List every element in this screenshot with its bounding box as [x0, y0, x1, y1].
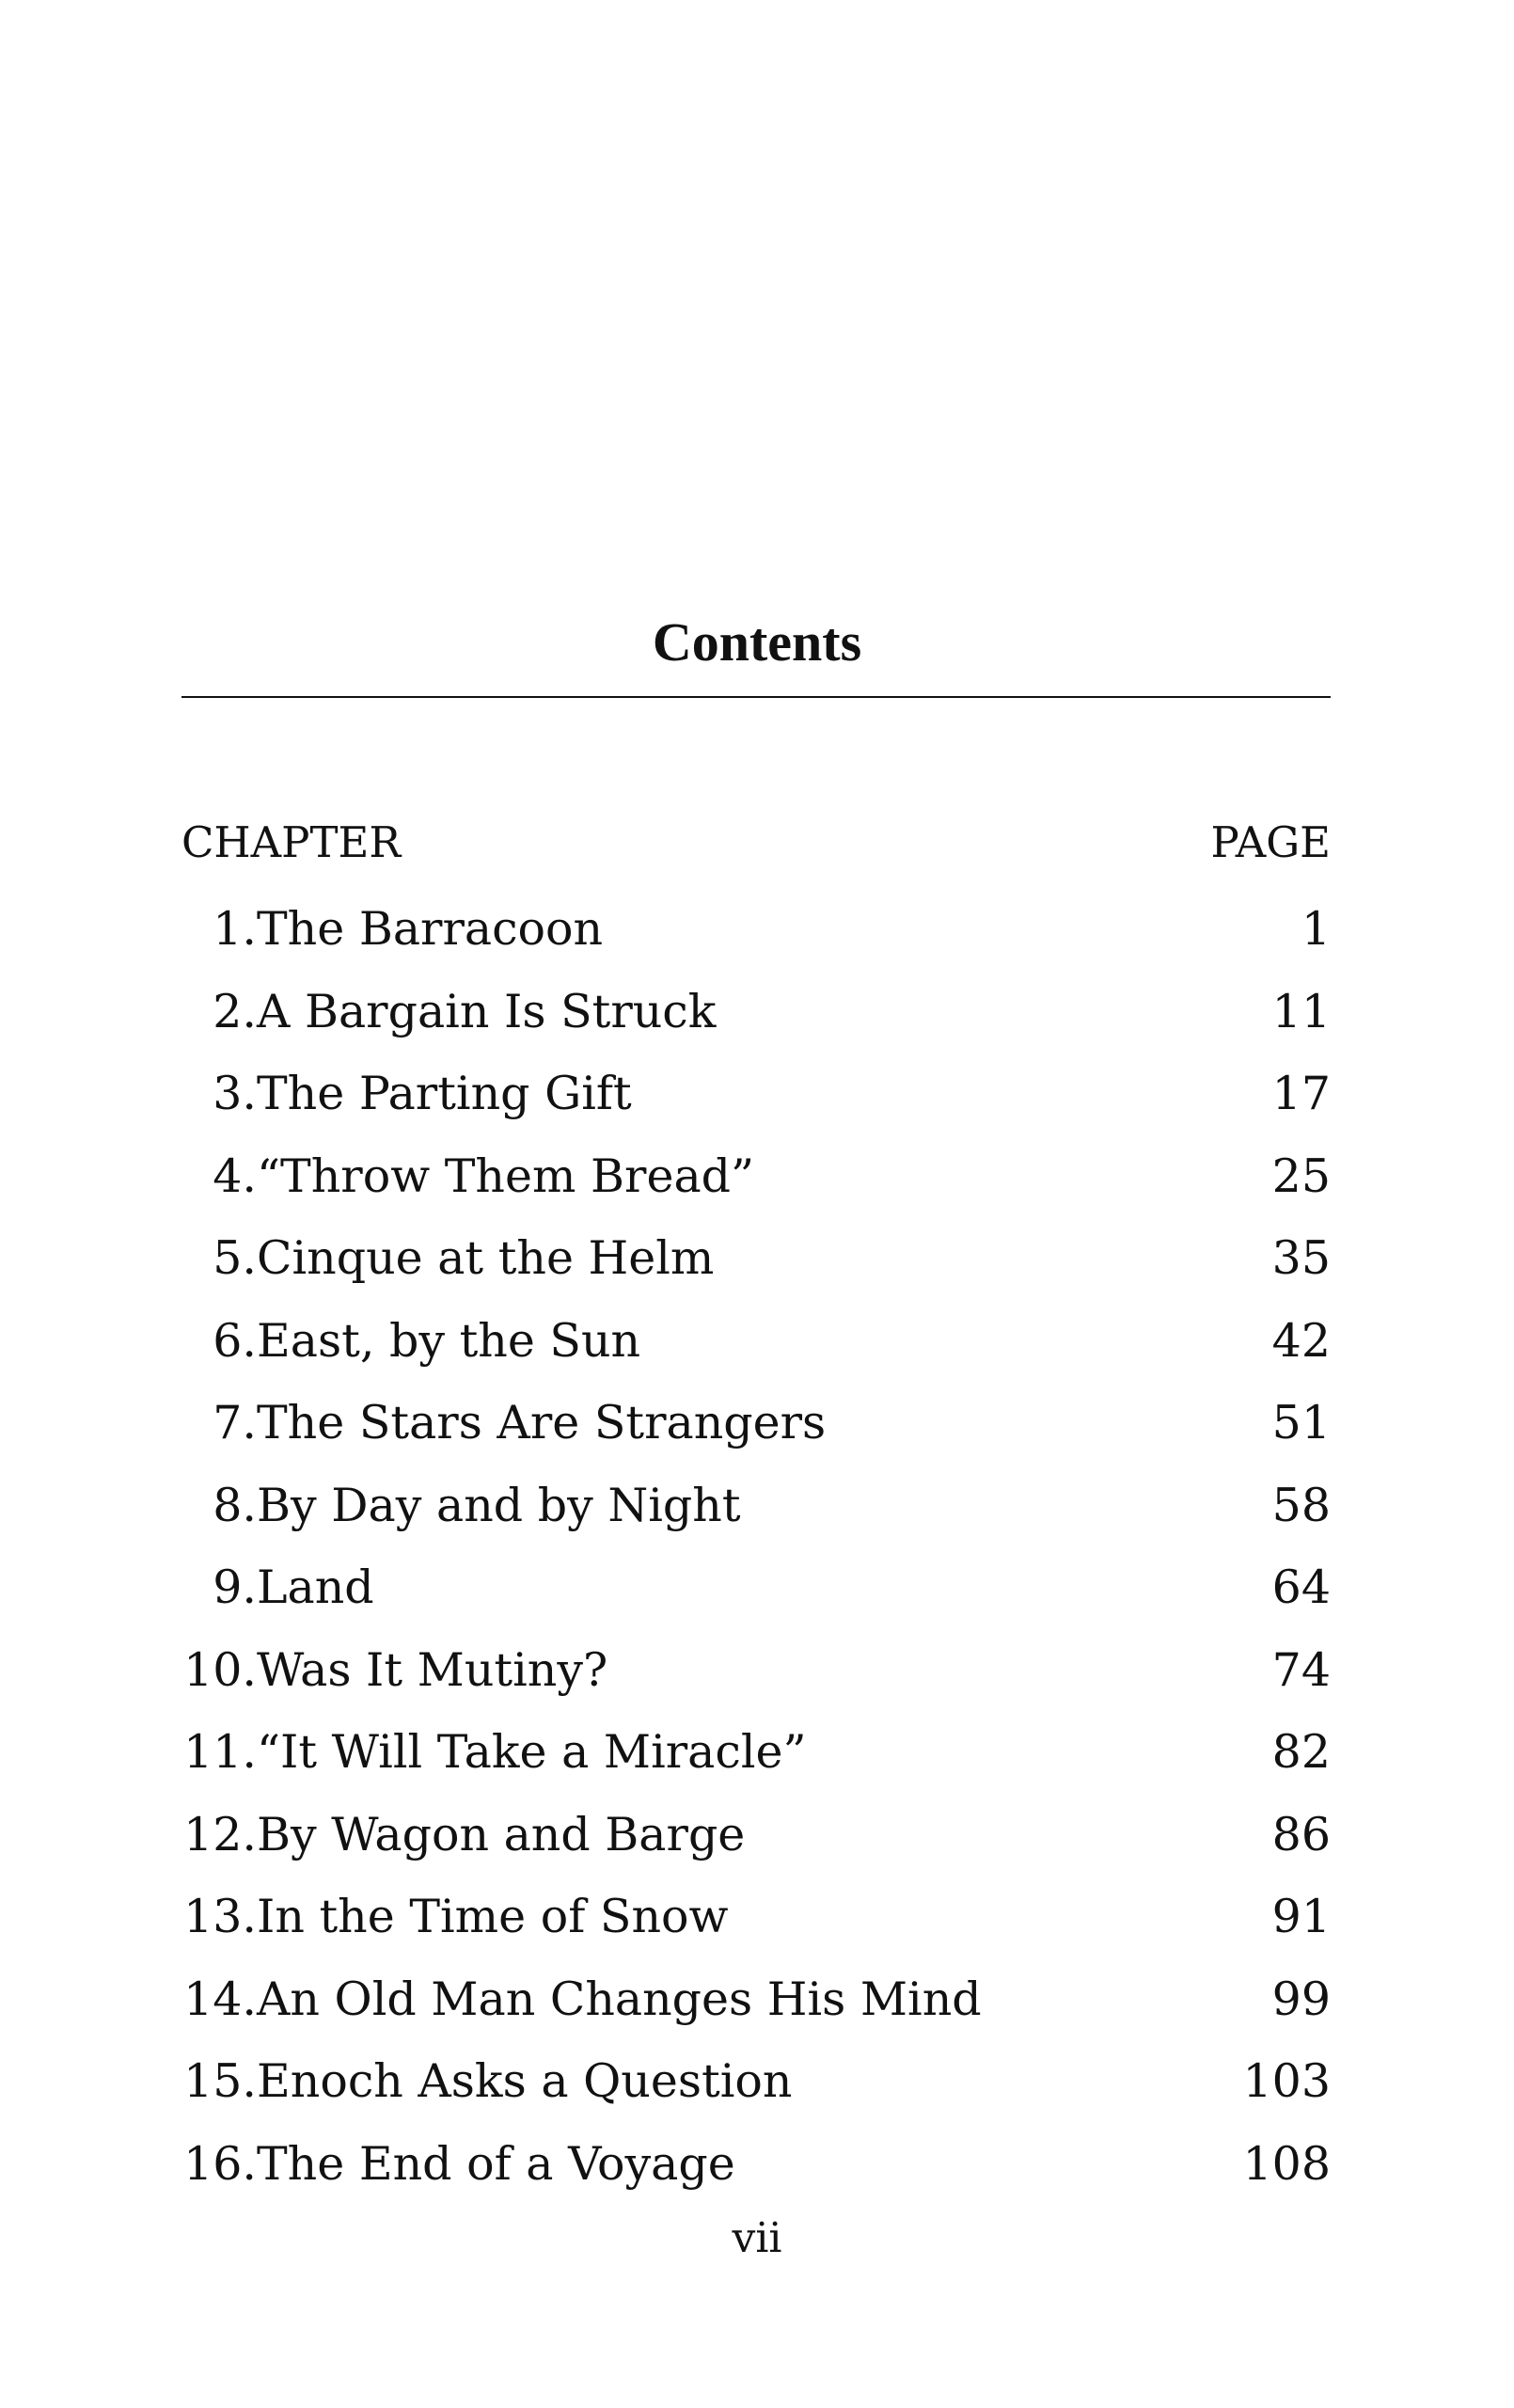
toc-entry [181, 1809, 1331, 1892]
chapter-title: The Parting Gift [257, 1067, 632, 1120]
chapter-number: 4. [213, 1149, 257, 1203]
page-number: 108 [1242, 2136, 1331, 2191]
page-number: 35 [1271, 1231, 1331, 1285]
chapter-title: Enoch Asks a Question [257, 2054, 793, 2108]
chapter-number: 1. [213, 902, 257, 956]
chapter-title: An Old Man Changes His Mind [257, 1972, 982, 2026]
chapter-title: By Day and by Night [257, 1478, 741, 1532]
page-number: 64 [1271, 1560, 1331, 1614]
page-number: 58 [1271, 1478, 1331, 1532]
chapter-number: 5. [213, 1231, 257, 1285]
title-rule [181, 696, 1331, 698]
page-title: Contents [652, 611, 862, 673]
toc-entry [181, 903, 1331, 986]
chapter-number: 7. [213, 1396, 257, 1450]
toc-entry [181, 2138, 1331, 2221]
page-number: 17 [1271, 1067, 1331, 1120]
toc-entry [181, 1891, 1331, 1973]
chapter-number: 2. [213, 984, 257, 1038]
page-column-label: PAGE [1210, 817, 1331, 867]
chapter-column-label: CHAPTER [181, 817, 402, 867]
chapter-number: 3. [213, 1067, 257, 1120]
toc-entry [181, 1644, 1331, 1727]
chapter-number: 8. [213, 1478, 257, 1532]
page-number: 86 [1271, 1807, 1331, 1861]
chapter-number: 10. [183, 1642, 257, 1697]
page-number: 74 [1271, 1642, 1331, 1697]
chapter-title: East, by the Sun [257, 1313, 641, 1368]
chapter-title: “It Will Take a Miracle” [257, 1725, 807, 1779]
page-number: 99 [1271, 1972, 1331, 2026]
chapter-title: The Barracoon [257, 902, 604, 956]
chapter-title: The End of a Voyage [257, 2136, 735, 2191]
toc-entry [181, 1973, 1331, 2056]
chapter-number: 15. [183, 2054, 257, 2108]
page-number: 51 [1271, 1396, 1331, 1450]
page-number: 25 [1271, 1149, 1331, 1203]
toc-entry [181, 1232, 1331, 1315]
page-number: 11 [1271, 984, 1331, 1038]
column-headers [181, 816, 1331, 869]
page-number: 42 [1271, 1313, 1331, 1368]
chapter-number: 6. [213, 1313, 257, 1368]
chapter-title: Cinque at the Helm [257, 1231, 715, 1285]
chapter-title: In the Time of Snow [257, 1890, 729, 1943]
page-folio: vii [732, 2214, 782, 2262]
page-number: 91 [1271, 1890, 1331, 1943]
toc-entry [181, 2055, 1331, 2138]
chapter-number: 13. [183, 1890, 257, 1943]
chapter-title: Land [257, 1560, 374, 1614]
page-number: 1 [1301, 902, 1331, 956]
toc-entry [181, 1397, 1331, 1480]
chapter-number: 16. [183, 2136, 257, 2191]
chapter-title: A Bargain Is Struck [257, 984, 717, 1038]
toc-entry [181, 1726, 1331, 1809]
chapter-title: Was It Mutiny? [257, 1642, 608, 1697]
chapter-number: 9. [213, 1560, 257, 1614]
chapter-number: 11. [183, 1725, 257, 1779]
chapter-title: The Stars Are Strangers [257, 1396, 827, 1450]
chapter-title: By Wagon and Barge [257, 1807, 746, 1861]
toc-entry [181, 1315, 1331, 1398]
toc-entry [181, 1561, 1331, 1644]
toc-entry [181, 986, 1331, 1069]
chapter-title: “Throw Them Bread” [257, 1149, 755, 1203]
chapter-number: 14. [183, 1972, 257, 2026]
page-number: 82 [1271, 1725, 1331, 1779]
page-number: 103 [1242, 2054, 1331, 2108]
toc-entry [181, 1480, 1331, 1562]
toc-list [181, 903, 1331, 2220]
toc-entry [181, 1068, 1331, 1150]
chapter-number: 12. [183, 1807, 257, 1861]
toc-entry [181, 1150, 1331, 1233]
